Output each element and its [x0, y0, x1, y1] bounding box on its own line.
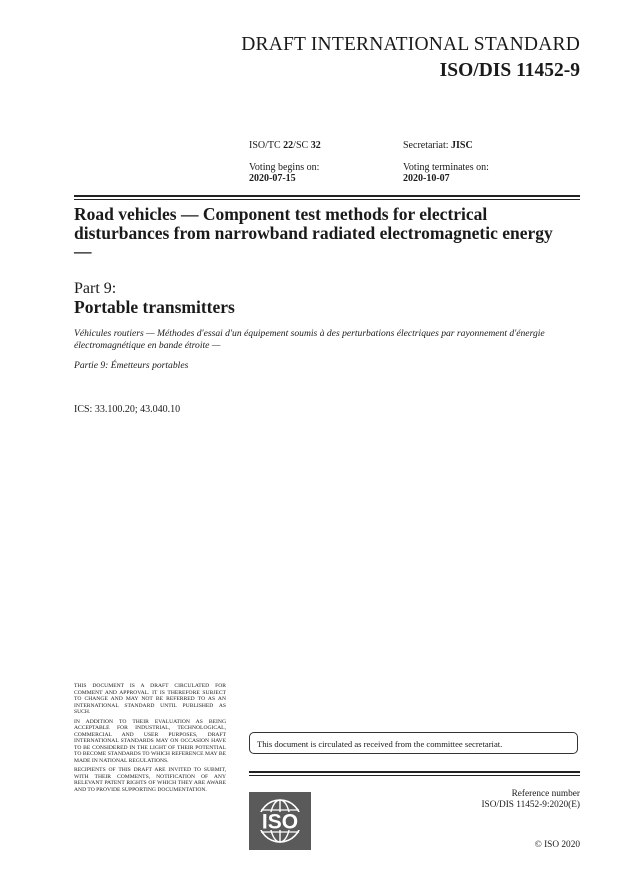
sc-separator: /SC [293, 140, 311, 151]
reference-label: Reference number [511, 789, 580, 799]
secretariat [403, 140, 473, 151]
secretariat-value: JISC [451, 140, 473, 151]
tc-number: 22 [283, 140, 294, 151]
voting-begins-date: 2020-07-15 [249, 173, 296, 184]
french-title: Véhicules routiers — Méthodes d'essai d'un équipement soumis à des perturbations électriques par rayonnement d'énergie électromagnétique en bande étroite — [74, 328, 545, 351]
disclaimer-paragraph: THIS DOCUMENT IS A DRAFT CIRCULATED FOR COMMENT AND APPROVAL. IT IS THEREFORE SUBJECT TO CHANGE AND MAY NOT BE REFERRED TO AS AN INTERNATIONAL STANDARD UNTIL PUBLISHED AS SUCH. [74, 683, 226, 715]
committee [249, 140, 321, 151]
reference-value: ISO/DIS 11452-9:2020(E) [481, 800, 580, 810]
document-number: ISO/DIS 11452-9 [439, 60, 580, 81]
voting-terminates-date: 2020-10-07 [403, 173, 450, 184]
disclaimer-paragraph: IN ADDITION TO THEIR EVALUATION AS BEING ACCEPTABLE FOR INDUSTRIAL, TECHNOLOGICAL, COMMERCIAL AND USER PURPOSES, DRAFT INTERNATIONAL STANDARDS MAY ON OCCASION HAVE TO BE CONSIDERED IN THE LIGHT OF THEIR POTENTIAL TO BECOME STANDARDS TO WHICH REFERENCE MAY BE MADE IN NATIONAL REGULATIONS. [74, 718, 226, 764]
secretariat-label: Secretariat: [403, 140, 452, 151]
voting-begins-label: Voting begins on: [249, 162, 320, 173]
committee-prefix: ISO/TC [249, 140, 284, 151]
footer-rule-thin [249, 775, 580, 776]
sc-number: 32 [310, 140, 321, 151]
circulation-note: This document is circulated as received from the committee secretariat. [249, 732, 578, 754]
reference-number [481, 789, 580, 811]
disclaimer-paragraph: RECIPIENTS OF THIS DRAFT ARE INVITED TO SUBMIT, WITH THEIR COMMENTS, NOTIFICATION OF ANY RELEVANT PATENT RIGHTS OF WHICH THEY ARE AWARE AND TO PROVIDE SUPPORTING DOCUMENTATION. [74, 767, 226, 793]
draft-disclaimer [74, 683, 226, 796]
iso-logo [249, 792, 311, 850]
voting-terminates-label: Voting terminates on: [403, 162, 489, 173]
document-stage: DRAFT INTERNATIONAL STANDARD [241, 34, 580, 55]
ics-codes: ICS: 33.100.20; 43.040.10 [74, 404, 181, 415]
iso-logo-icon [249, 792, 311, 850]
iso-logo-text: ISO [261, 810, 299, 834]
main-title: Road vehicles — Component test methods for electrical disturbances from narrowband radiated electromagnetic energy — [74, 204, 553, 261]
title-rule-thick [74, 195, 580, 197]
title-rule-thin [74, 199, 580, 200]
footer-rule-thick [249, 771, 580, 773]
voting-begins [249, 162, 319, 184]
voting-terminates [403, 162, 489, 184]
french-part-title: Partie 9: Émetteurs portables [74, 360, 189, 371]
part-label: Part 9: [74, 280, 117, 297]
copyright: © ISO 2020 [534, 840, 580, 850]
part-title: Portable transmitters [74, 297, 235, 317]
